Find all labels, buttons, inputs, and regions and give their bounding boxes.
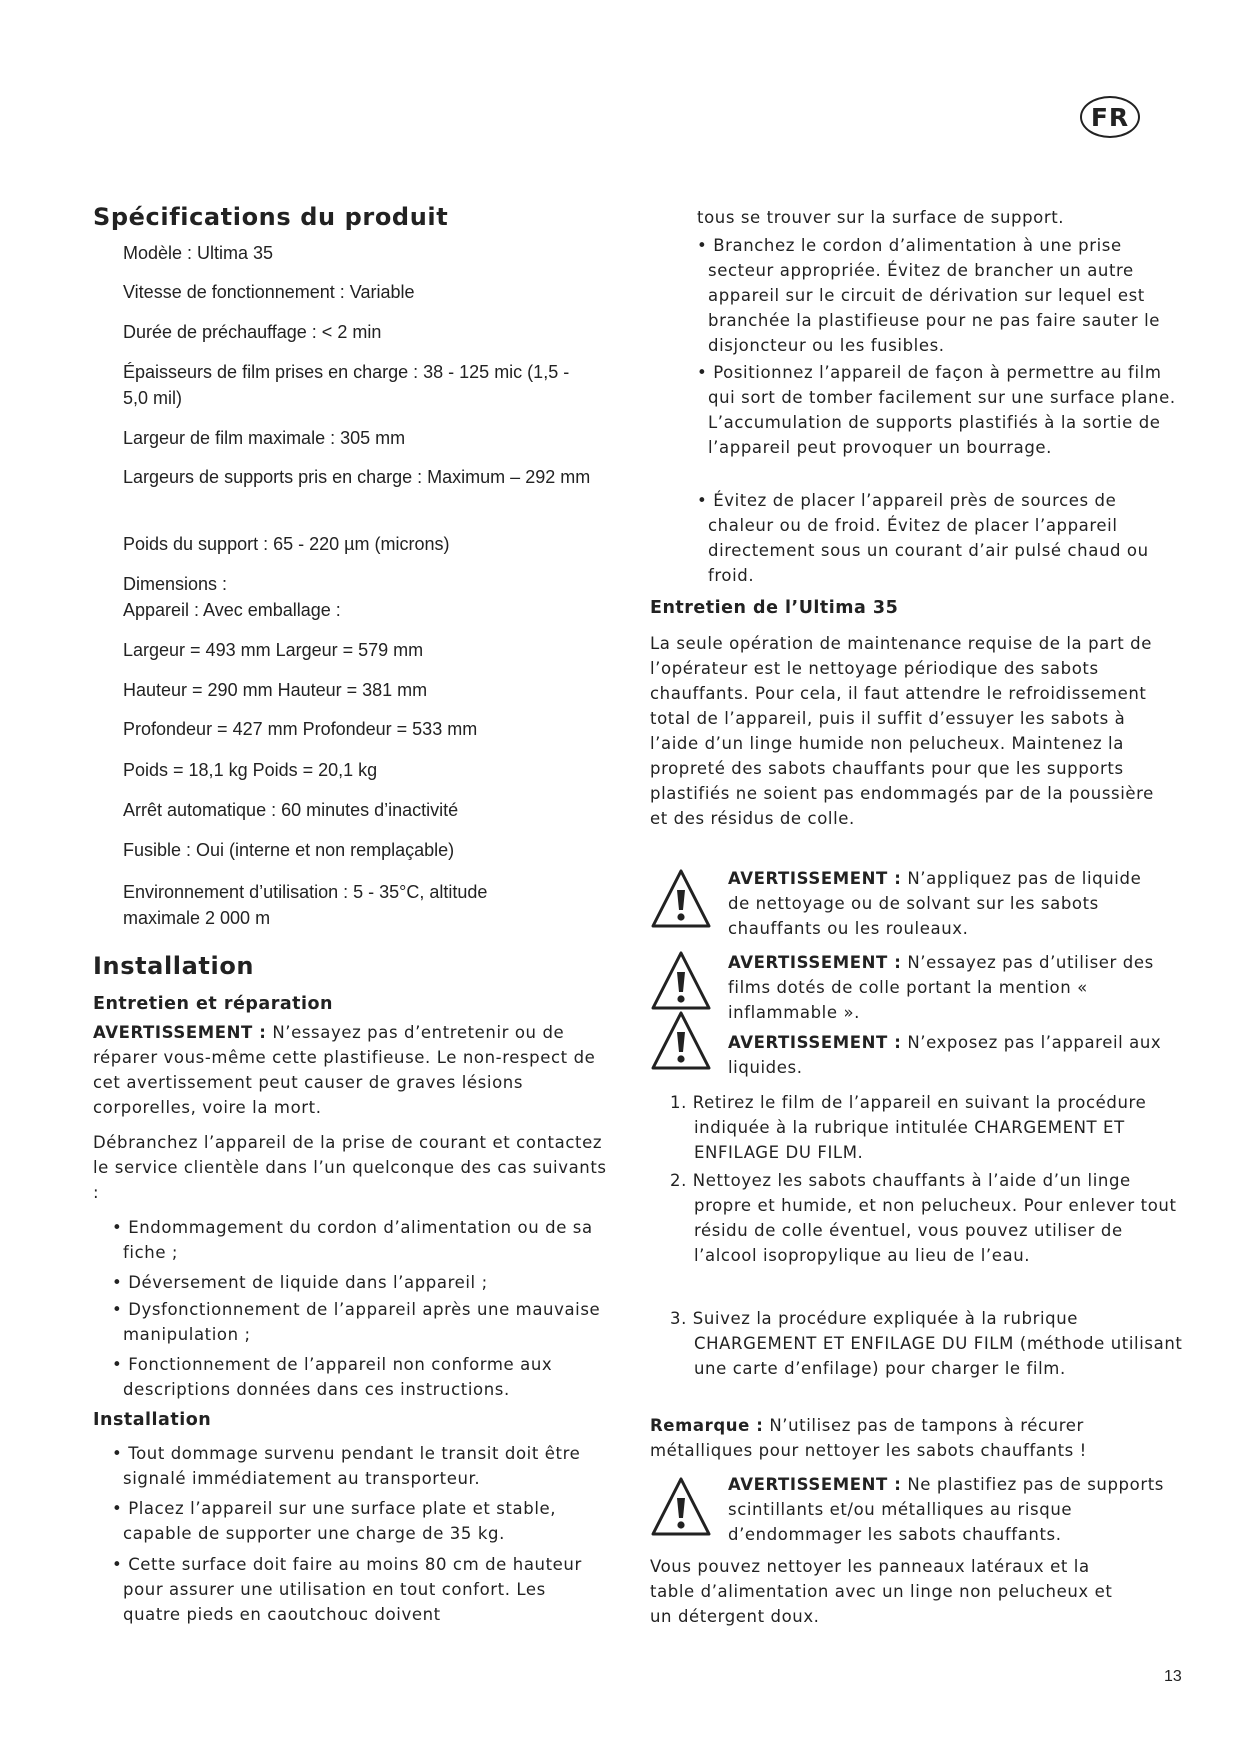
spec-item: Poids du support : 65 - 220 µm (microns) — [123, 534, 450, 554]
spec-item: Modèle : Ultima 35 — [123, 243, 274, 263]
install-item: • Placez l’appareil sur une surface plate et stable, capable de supporter une charge de 35 kg. — [112, 1499, 557, 1543]
warning-text: Ne plastifiez pas de supports scintillants et/ou métalliques au risque d’endommager les sabots chauffants. — [728, 1475, 1164, 1544]
maintenance-heading: Entretien et réparation — [93, 994, 334, 1014]
spec-item: Vitesse de fonctionnement : Variable — [123, 282, 415, 302]
step-item: 3. Suivez la procédure expliquée à la rubrique CHARGEMENT ET ENFILAGE DU FILM (méthode utilisant une carte d’enfilage) pour charger le film. — [670, 1309, 1183, 1378]
warning-triangle-icon — [650, 1476, 712, 1538]
spec-item: Hauteur = 290 mm Hauteur = 381 mm — [123, 680, 428, 700]
spec-item: Largeur de film maximale : 305 mm — [123, 428, 406, 448]
warning-clean — [728, 866, 1168, 941]
warning-text: N’appliquez pas de liquide de nettoyage ou de solvant sur les sabots chauffants ou les rouleaux. — [728, 869, 1142, 938]
step-item: 2. Nettoyez les sabots chauffants à l’aide d’un linge propre et humide, et non pelucheux. Pour enlever tout résidu de colle éventuel, vous pouvez utiliser de l’alcool isopropylique au lieu de l’eau. — [670, 1171, 1177, 1265]
care-paragraph: La seule opération de maintenance requise de la part de l’opérateur est le nettoyage périodique des sabots chauffants. Pour cela, il faut attendre le refroidissement total de l’appareil, puis il suffit d’essuyer les sabots à l’aide d’un linge humide non pelucheux. Maintenez la propreté des sabots chauffants pour que les supports plastifiés ne soient pas endommagés par de la poussière et des résidus de colle. — [650, 634, 1154, 828]
closing-paragraph: Vous pouvez nettoyer les panneaux latéraux et la table d’alimentation avec un linge non pelucheux et un détergent doux. — [650, 1557, 1113, 1626]
installation-subheading: Installation — [93, 1410, 212, 1430]
note — [650, 1413, 1150, 1463]
warning-label: AVERTISSEMENT : — [728, 1475, 902, 1494]
spec-item: Épaisseurs de film prises en charge : 38 - 125 mic (1,5 - 5,0 mil) — [123, 362, 570, 408]
warning-flammable — [728, 950, 1168, 1025]
maintenance-warning — [93, 1020, 613, 1120]
spec-item: Durée de préchauffage : < 2 min — [123, 322, 382, 342]
warning-label: AVERTISSEMENT : — [728, 1033, 902, 1052]
warning-triangle-icon — [650, 868, 712, 930]
unplug-paragraph: Débranchez l’appareil de la prise de courant et contactez le service clientèle dans l’un quelconque des cas suivants : — [93, 1133, 607, 1202]
installation-title: Installation — [93, 952, 255, 980]
spec-item: Profondeur = 427 mm Profondeur = 533 mm — [123, 719, 478, 739]
spec-item: Appareil : Avec emballage : — [123, 600, 341, 620]
case-item: • Endommagement du cordon d’alimentation ou de sa fiche ; — [112, 1218, 593, 1262]
spec-item: Fusible : Oui (interne et non remplaçable) — [123, 840, 455, 860]
case-item: • Fonctionnement de l’appareil non conforme aux descriptions données dans ces instructions. — [112, 1355, 553, 1399]
spec-item: Largeurs de supports pris en charge : Maximum – 292 mm — [123, 467, 591, 487]
spec-item: Dimensions : — [123, 574, 228, 594]
spec-item: Largeur = 493 mm Largeur = 579 mm — [123, 640, 424, 660]
language-badge-label: FR — [1090, 102, 1130, 132]
install-item: • Cette surface doit faire au moins 80 cm de hauteur pour assurer une utilisation en tout confort. Les quatre pieds en caoutchouc doivent — [112, 1555, 582, 1624]
warning-liquids — [728, 1030, 1168, 1080]
warning-label: AVERTISSEMENT : — [728, 953, 902, 972]
install-item: • Tout dommage survenu pendant le transit doit être signalé immédiatement au transporteur. — [112, 1444, 581, 1488]
install-item: • Branchez le cordon d’alimentation à une prise secteur appropriée. Évitez de brancher un autre appareil sur le circuit de dérivation sur lequel est branchée la plastifieuse pour ne pas faire sauter le disjoncteur ou les fusibles. — [697, 236, 1161, 355]
warning-label: AVERTISSEMENT : — [728, 869, 902, 888]
case-item: • Déversement de liquide dans l’appareil ; — [112, 1273, 488, 1292]
care-heading: Entretien de l’Ultima 35 — [650, 598, 899, 618]
install-item: • Évitez de placer l’appareil près de sources de chaleur ou de froid. Évitez de placer l’appareil directement sous un courant d’air pulsé chaud ou froid. — [697, 491, 1149, 585]
warning-text: N’exposez pas l’appareil aux liquides. — [728, 1033, 1162, 1077]
page-number: 13 — [1164, 1668, 1182, 1685]
warning-label: AVERTISSEMENT : — [93, 1023, 267, 1042]
language-badge-fr — [1080, 96, 1140, 138]
spec-item: Arrêt automatique : 60 minutes d’inactivité — [123, 800, 459, 820]
note-label: Remarque : — [650, 1416, 764, 1435]
step-item: 1. Retirez le film de l’appareil en suivant la procédure indiquée à la rubrique intitulée CHARGEMENT ET ENFILAGE DU FILM. — [670, 1093, 1147, 1162]
warning-text: N’essayez pas d’utiliser des films dotés de colle portant la mention « inflammable ». — [728, 953, 1154, 1022]
spec-item: Poids = 18,1 kg Poids = 20,1 kg — [123, 760, 378, 780]
install-item: • Positionnez l’appareil de façon à permettre au film qui sort de tomber facilement sur une surface plane. L’accumulation de supports plastifiés à la sortie de l’appareil peut provoquer un bourrage. — [697, 363, 1176, 457]
spec-item: Environnement d’utilisation : 5 - 35°C, altitude maximale 2 000 m — [123, 882, 488, 928]
warning-glitter — [728, 1472, 1168, 1547]
spec-title: Spécifications du produit — [93, 203, 449, 231]
warning-triangle-icon — [650, 950, 712, 1012]
note-text: N’utilisez pas de tampons à récurer métalliques pour nettoyer les sabots chauffants ! — [650, 1416, 1087, 1460]
continuation-text: tous se trouver sur la surface de support. — [697, 208, 1065, 227]
warning-triangle-icon — [650, 1010, 712, 1072]
warning-text: N’essayez pas d’entretenir ou de réparer vous-même cette plastifieuse. Le non-respect de cet avertissement peut causer de graves lésions corporelles, voire la mort. — [93, 1023, 596, 1117]
case-item: • Dysfonctionnement de l’appareil après une mauvaise manipulation ; — [112, 1300, 601, 1344]
